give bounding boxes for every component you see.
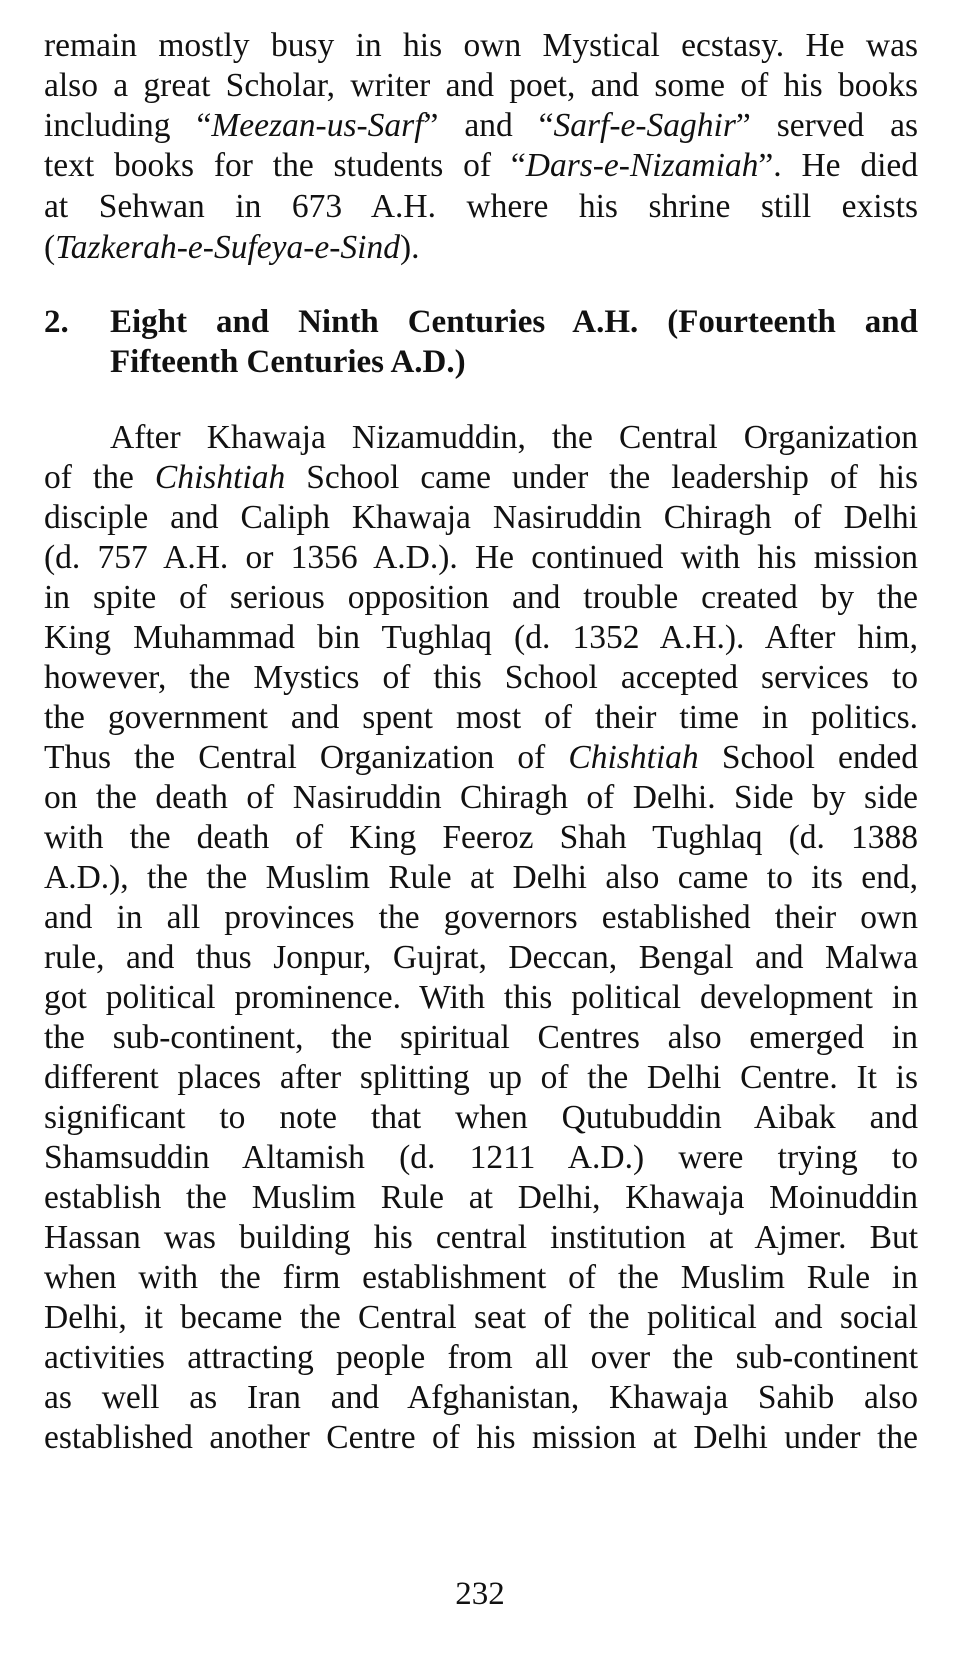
body-line-12: A.D.), the the Muslim Rule at Delhi also came to its end, [44,859,918,896]
body-line-13: and in all provinces the governors established their own [44,899,918,936]
body-line-15: got political prominence. With this political development in [44,979,918,1016]
body-line-24: activities attracting people from all over the sub-continent [44,1339,918,1376]
body-line-1: After Khawaja Nizamuddin, the Central Organization [110,419,918,456]
body-line-26: established another Centre of his mission at Delhi under the [44,1419,918,1456]
body-line-18: significant to note that when Qutubuddin Aibak and [44,1099,918,1136]
body-line-22: when with the firm establishment of the Muslim Rule in [44,1259,918,1296]
body-line-3: disciple and Caliph Khawaja Nasiruddin Chiragh of Delhi [44,499,918,536]
body-line-5: in spite of serious opposition and trouble created by the [44,579,918,616]
intro-line-6: (Tazkerah-e-Sufeya-e-Sind). [44,229,420,266]
section-number: 2. [44,304,69,340]
body-line-4: (d. 757 A.H. or 1356 A.D.). He continued with his mission [44,539,918,576]
body-line-16: the sub-continent, the spiritual Centres also emerged in [44,1019,918,1056]
body-line-10: on the death of Nasiruddin Chiragh of Delhi. Side by side [44,779,918,816]
body-line-23: Delhi, it became the Central seat of the political and social [44,1299,918,1336]
body-line-7: however, the Mystics of this School accepted services to [44,659,918,696]
body-line-6: King Muhammad bin Tughlaq (d. 1352 A.H.). After him, [44,619,918,656]
section-heading-line-1: Eight and Ninth Centuries A.H. (Fourteenth and [110,304,918,340]
intro-line-3: including “Meezan-us-Sarf” and “Sarf-e-Saghir” served as [44,107,918,144]
body-line-14: rule, and thus Jonpur, Gujrat, Deccan, Bengal and Malwa [44,939,918,976]
body-line-19: Shamsuddin Altamish (d. 1211 A.D.) were trying to [44,1139,918,1176]
body-line-8: the government and spent most of their time in politics. [44,699,918,736]
page-number: 232 [455,1576,505,1612]
intro-line-5: at Sehwan in 673 A.H. where his shrine still exists [44,188,918,225]
body-line-20: establish the Muslim Rule at Delhi, Khawaja Moinuddin [44,1179,918,1216]
body-line-11: with the death of King Feeroz Shah Tughlaq (d. 1388 [44,819,918,856]
intro-line-2: also a great Scholar, writer and poet, and some of his books [44,67,918,104]
intro-line-1: remain mostly busy in his own Mystical ecstasy. He was [44,27,918,64]
body-line-9: Thus the Central Organization of Chishtiah School ended [44,739,918,776]
body-line-17: different places after splitting up of the Delhi Centre. It is [44,1059,918,1096]
body-line-2: of the Chishtiah School came under the leadership of his [44,459,918,496]
section-heading-line-2: Fifteenth Centuries A.D.) [110,344,466,380]
body-line-25: as well as Iran and Afghanistan, Khawaja Sahib also [44,1379,918,1416]
intro-line-4: text books for the students of “Dars-e-Nizamiah”. He died [44,147,919,184]
body-line-21: Hassan was building his central institution at Ajmer. But [44,1219,918,1256]
